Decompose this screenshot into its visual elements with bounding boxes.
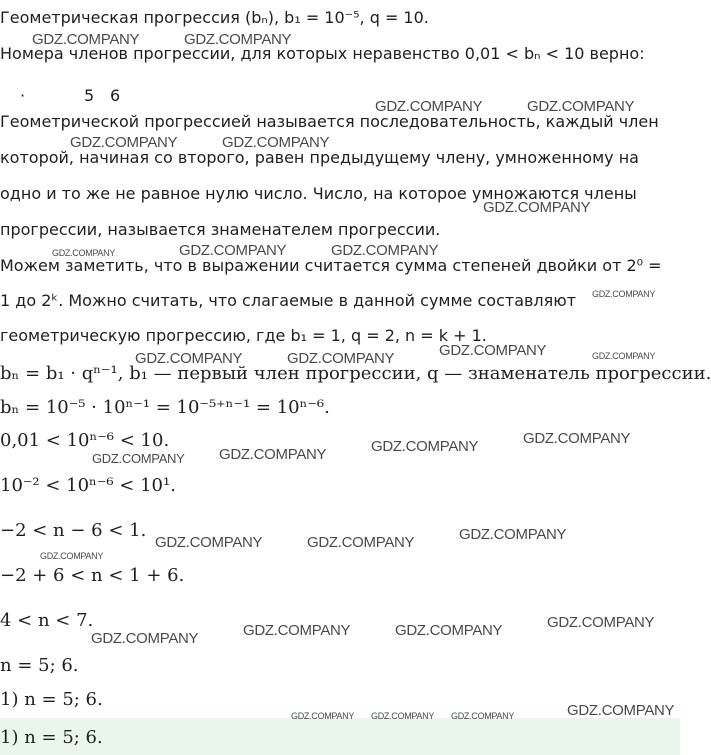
watermark: GDZ.COMPANY bbox=[547, 614, 655, 631]
watermark: GDZ.COMPANY bbox=[287, 350, 395, 367]
problem-line-1: Геометрическая прогрессия (bₙ), b₁ = 10⁻⁵, q = 10. bbox=[0, 8, 429, 27]
watermark: GDZ.COMPANY bbox=[331, 242, 439, 259]
watermark: GDZ.COMPANY bbox=[592, 351, 656, 361]
watermark: GDZ.COMPANY bbox=[451, 711, 515, 721]
step-8: 1) n = 5; 6. bbox=[0, 689, 103, 710]
watermark: GDZ.COMPANY bbox=[375, 98, 483, 115]
watermark: GDZ.COMPANY bbox=[459, 526, 567, 543]
step-2: 0,01 < 10ⁿ⁻⁶ < 10. bbox=[0, 430, 170, 451]
step-4: −2 < n − 6 < 1. bbox=[0, 520, 147, 541]
watermark: GDZ.COMPANY bbox=[307, 534, 415, 551]
observation-line-1: Можем заметить, что в выражении считается сумма степеней двойки от 2⁰ = bbox=[0, 256, 662, 275]
answer-box bbox=[0, 718, 680, 755]
watermark: GDZ.COMPANY bbox=[371, 711, 435, 721]
watermark: GDZ.COMPANY bbox=[439, 342, 547, 359]
watermark: GDZ.COMPANY bbox=[91, 630, 199, 647]
watermark: GDZ.COMPANY bbox=[52, 248, 116, 258]
watermark: GDZ.COMPANY bbox=[92, 451, 185, 466]
definition-line-3: одно и то же не равное нулю число. Число, на которое умножаются члены bbox=[0, 184, 637, 203]
watermark: GDZ.COMPANY bbox=[155, 534, 263, 551]
formula-line: bₙ = b₁ · qⁿ⁻¹, b₁ — первый член прогрессии, q — знаменатель прогрессии. bbox=[0, 363, 711, 384]
definition-line-2: которой, начиная со второго, равен предыдущему члену, умноженному на bbox=[0, 148, 639, 167]
watermark: GDZ.COMPANY bbox=[527, 98, 635, 115]
observation-line-2: 1 до 2ᵏ. Можно считать, что слагаемые в данной сумме составляют bbox=[0, 291, 577, 310]
step-1: bₙ = 10⁻⁵ · 10ⁿ⁻¹ = 10⁻⁵⁺ⁿ⁻¹ = 10ⁿ⁻⁶. bbox=[0, 397, 330, 418]
answer-text: 1) n = 5; 6. bbox=[0, 727, 103, 748]
watermark: GDZ.COMPANY bbox=[70, 134, 178, 151]
watermark: GDZ.COMPANY bbox=[592, 289, 656, 299]
step-5: −2 + 6 < n < 1 + 6. bbox=[0, 565, 185, 586]
watermark: GDZ.COMPANY bbox=[371, 438, 479, 455]
step-7: n = 5; 6. bbox=[0, 655, 79, 676]
definition-line-4: прогрессии, называется знаменателем прогрессии. bbox=[0, 220, 441, 239]
watermark: GDZ.COMPANY bbox=[184, 31, 292, 48]
watermark: GDZ.COMPANY bbox=[179, 242, 287, 259]
problem-line-2: Номера членов прогрессии, для которых неравенство 0,01 < bₙ < 10 верно: bbox=[0, 44, 645, 63]
watermark: GDZ.COMPANY bbox=[395, 622, 503, 639]
watermark: GDZ.COMPANY bbox=[135, 350, 243, 367]
watermark: GDZ.COMPANY bbox=[219, 446, 327, 463]
watermark: GDZ.COMPANY bbox=[222, 134, 330, 151]
watermark: GDZ.COMPANY bbox=[483, 199, 591, 216]
watermark: GDZ.COMPANY bbox=[40, 551, 104, 561]
watermark: GDZ.COMPANY bbox=[567, 702, 675, 719]
step-6: 4 < n < 7. bbox=[0, 610, 94, 631]
observation-line-3: геометрическую прогрессию, где b₁ = 1, q = 2, n = k + 1. bbox=[0, 326, 487, 345]
watermark: GDZ.COMPANY bbox=[243, 622, 351, 639]
clipped-answer-options: · 5 6 bbox=[20, 86, 121, 105]
definition-line-1: Геометрической прогрессией называется последовательность, каждый член bbox=[0, 112, 659, 131]
watermark: GDZ.COMPANY bbox=[291, 711, 355, 721]
watermark: GDZ.COMPANY bbox=[523, 430, 631, 447]
step-3: 10⁻² < 10ⁿ⁻⁶ < 10¹. bbox=[0, 475, 176, 496]
watermark: GDZ.COMPANY bbox=[32, 31, 140, 48]
